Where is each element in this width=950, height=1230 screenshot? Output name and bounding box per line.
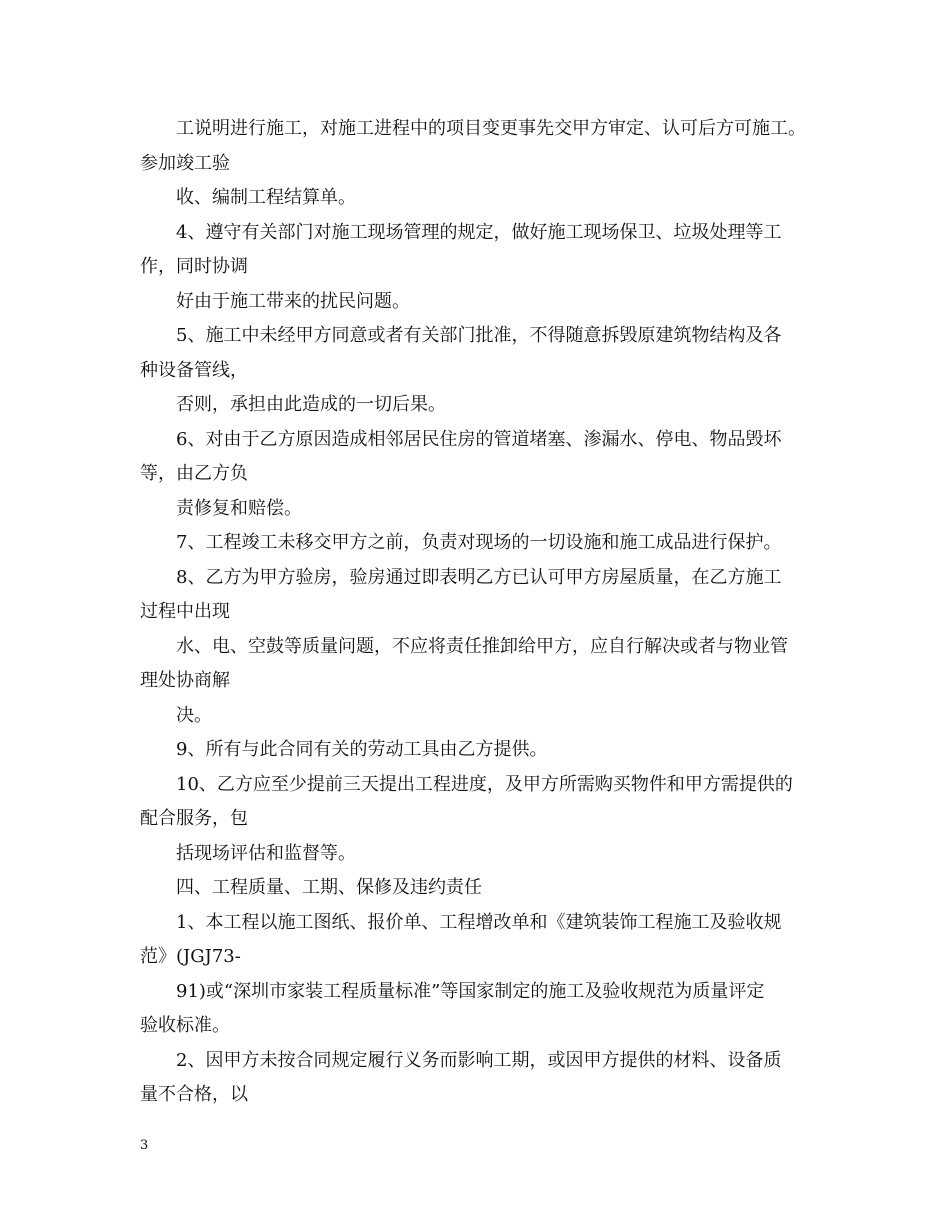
text-line: 理处协商解 xyxy=(140,670,230,691)
document-body xyxy=(140,112,820,1113)
text-line: 7、工程竣工未移交甲方之前，负责对现场的一切设施和施工成品进行保护。 xyxy=(176,532,782,553)
text-line: 括现场评估和监督等。 xyxy=(176,842,356,864)
text-line: 验收标准。 xyxy=(140,1015,230,1036)
text-line: 4、遵守有关部门对施工现场管理的规定，做好施工现场保卫、垃圾处理等工 xyxy=(176,221,782,243)
text-line: 等，由乙方负 xyxy=(140,463,248,484)
text-line: 8、乙方为甲方验房，验房通过即表明乙方已认可甲方房屋质量，在乙方施工 xyxy=(176,566,782,588)
text-line: 好由于施工带来的扰民问题。 xyxy=(176,290,410,312)
text-line: 1、本工程以施工图纸、报价单、工程增改单和《建筑装饰工程施工及验收规 xyxy=(176,911,782,933)
text-line: 收、编制工程结算单。 xyxy=(176,187,356,208)
text-line: 四、工程质量、工期、保修及违约责任 xyxy=(176,877,482,898)
text-line: 5、施工中未经甲方同意或者有关部门批准，不得随意拆毁原建筑物结构及各 xyxy=(176,325,782,346)
text-line: 水、电、空鼓等质量问题，不应将责任推卸给甲方，应自行解决或者与物业管 xyxy=(176,635,788,657)
text-line: 10、乙方应至少提前三天提出工程进度，及甲方所需购买物件和甲方需提供的 xyxy=(176,773,793,795)
text-line: 过程中出现 xyxy=(140,601,230,622)
text-line: 91)或“深圳市家装工程质量标准”等国家制定的施工及验收规范为质量评定 xyxy=(176,980,765,1002)
text-line: 决。 xyxy=(176,704,212,726)
text-line: 作，同时协调 xyxy=(140,256,248,277)
text-line: 工说明进行施工，对施工进程中的项目变更事先交甲方审定、认可后方可施工。 xyxy=(176,118,806,139)
text-line: 参加竣工验 xyxy=(140,152,230,174)
text-line: 范》(JGJ73- xyxy=(140,946,241,967)
text-line: 6、对由于乙方原因造成相邻居民住房的管道堵塞、渗漏水、停电、物品毁坏 xyxy=(176,428,782,450)
text-line: 种设备管线， xyxy=(140,359,248,381)
text-line: 否则，承担由此造成的一切后果。 xyxy=(176,394,446,415)
text-line: 配合服务，包 xyxy=(140,808,248,829)
text-line: 9、所有与此合同有关的劳动工具由乙方提供。 xyxy=(176,739,548,760)
text-line: 量不合格，以 xyxy=(140,1084,248,1105)
page-number: 3 xyxy=(140,1138,149,1153)
text-line: 2、因甲方未按合同规定履行义务而影响工期，或因甲方提供的材料、设备质 xyxy=(176,1049,782,1071)
text-line: 责修复和赔偿。 xyxy=(176,497,302,519)
